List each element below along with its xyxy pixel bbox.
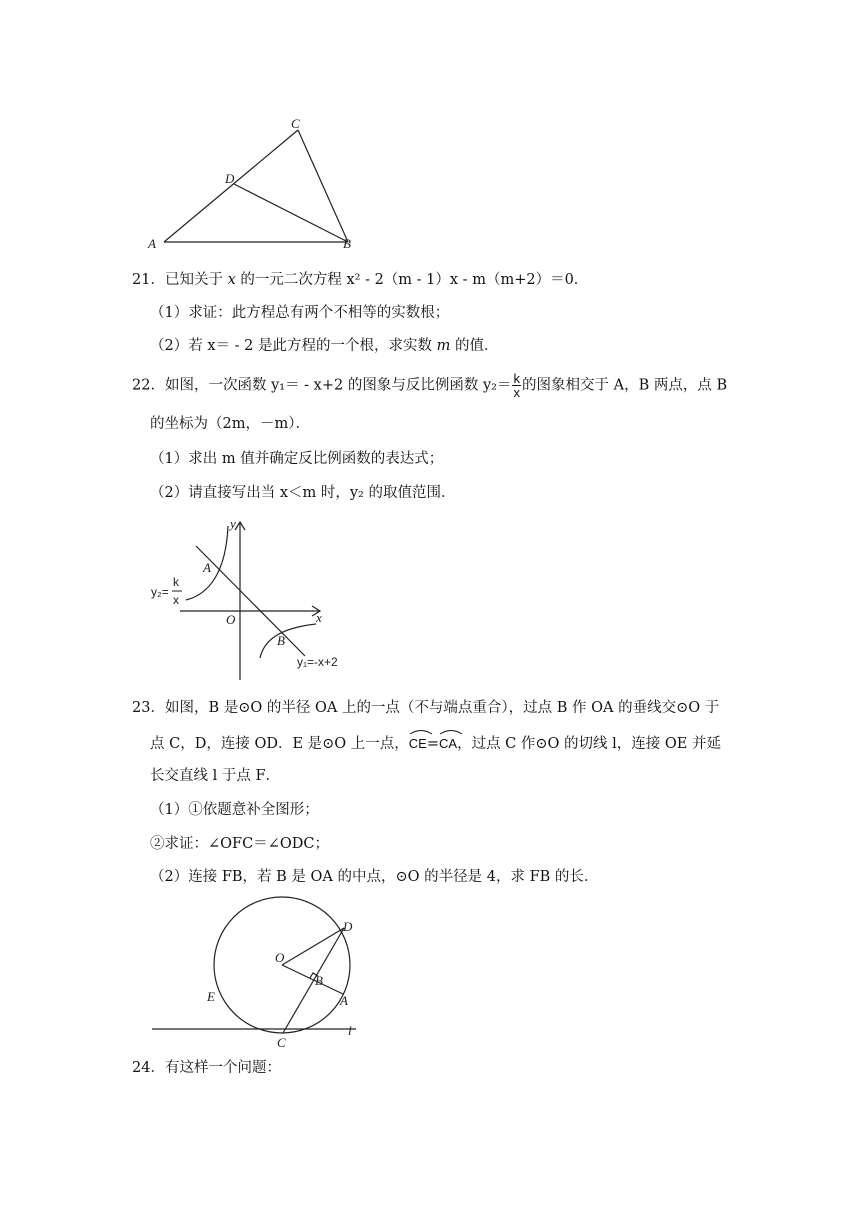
q22-part1: （1）求出 m 值并确定反比例函数的表达式； xyxy=(150,451,444,467)
label-e: E xyxy=(207,989,215,1004)
q24-line1: 24．有这样一个问题： xyxy=(132,1060,281,1076)
q22-stem-line2: 的坐标为（2m，－m）． xyxy=(150,416,310,432)
label-a: A xyxy=(340,993,348,1008)
q23-part1a: （1）①依题意补全图形； xyxy=(150,802,319,818)
y-axis-label: y xyxy=(230,516,236,531)
q23-part1b: ②求证：∠OFC＝∠ODC； xyxy=(150,836,329,852)
y2-label-den: x xyxy=(173,593,179,607)
y2-label: y₂= xyxy=(151,585,169,599)
triangle-figure xyxy=(140,108,370,258)
label-b: B xyxy=(343,236,351,251)
y2-label-num: k xyxy=(173,575,179,589)
q21-part2: （2）若 x＝ - 2 是此方程的一个根，求实数 m 的值． xyxy=(150,338,499,354)
point-a-label: A xyxy=(203,560,211,575)
point-b-label: B xyxy=(277,633,285,648)
label-a: A xyxy=(148,236,156,251)
label-l: l xyxy=(348,1023,352,1038)
label-c: C xyxy=(277,1035,286,1050)
label-o: O xyxy=(275,950,285,965)
q22-part2: （2）请直接写出当 x＜m 时，y₂ 的取值范围． xyxy=(150,485,456,501)
q21-equation: x² - 2（m - 1）x - m（m+2）＝0． xyxy=(346,272,589,288)
circle-figure xyxy=(150,895,370,1055)
q22-stem: 22．如图，一次函数 y₁＝ - x+2 的图象与反比例函数 y₂＝ $\frac{k}{x}$ 的图象相交于 A，B 两点，点 B xyxy=(132,371,728,400)
x-axis-label: x xyxy=(316,610,322,625)
y1-label: y₁=-x+2 xyxy=(297,655,338,669)
label-d: D xyxy=(343,919,353,934)
arc-ca: CA xyxy=(439,732,457,754)
fraction-k-over-x: $\frac{k}{x}$ xyxy=(513,371,520,400)
q23-line3: 长交直线 l 于点 F． xyxy=(150,768,281,784)
origin-label: O xyxy=(226,612,236,627)
arc-ce: CE xyxy=(409,732,427,754)
q23-line2: 点 C，D，连接 OD．E 是⊙O 上一点， CE= CA，过点 C 作⊙O 的切线 l，连接 OE 并延 xyxy=(150,732,721,754)
q21-stem: 21．已知关于 x 的一元二次方程 x² - 2（m - 1）x - m（m+2）＝0． xyxy=(132,272,589,288)
q23-part2: （2）连接 FB，若 B 是 OA 的中点，⊙O 的半径是 4，求 FB 的长． xyxy=(150,869,599,885)
q21-part1: （1）求证：此方程总有两个不相等的实数根； xyxy=(150,305,450,321)
q23-line1: 23．如图，B 是⊙O 的半径 OA 上的一点（不与端点重合），过点 B 作 OA 的垂线交⊙O 于 xyxy=(132,700,720,716)
function-graph xyxy=(140,516,350,684)
label-c: C xyxy=(291,116,300,131)
label-b: B xyxy=(315,973,323,988)
label-d: D xyxy=(225,171,235,186)
